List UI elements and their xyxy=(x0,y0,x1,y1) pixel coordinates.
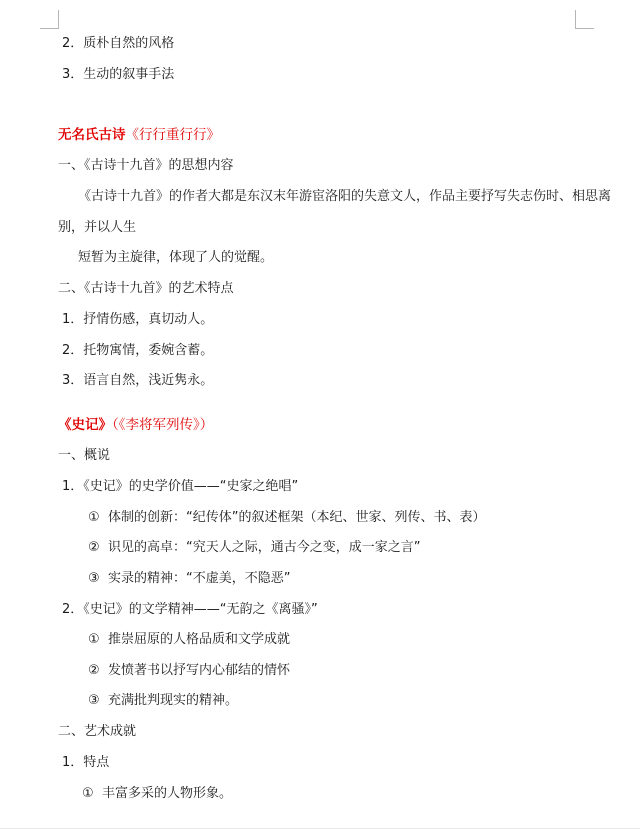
heading-title: 无名氏古诗 xyxy=(58,127,126,143)
sub-list-item xyxy=(88,571,290,587)
paragraph-line: 短暂为主旋律，体现了人的觉醒。 xyxy=(78,250,274,265)
list-item: 2．质朴自然的风格 xyxy=(62,36,175,51)
paragraph-line: 《古诗十九首》的作者大都是东汉末年游宦洛阳的失意文人，作品主要抒写失志伤时、相思离 xyxy=(78,189,612,204)
sub-list-item xyxy=(88,540,420,556)
section-heading xyxy=(58,127,220,143)
list-item: 3．语言自然，浅近隽永。 xyxy=(62,373,214,388)
sub-list-item xyxy=(88,632,290,648)
circled-number: ③ xyxy=(88,571,100,586)
list-item: 1．抒情伤感，真切动人。 xyxy=(62,312,214,327)
paragraph-line: 别，并以人生 xyxy=(58,220,137,235)
circled-number: ① xyxy=(88,632,100,647)
page-corner-mark-left xyxy=(40,10,59,29)
subsection-title: 一、《古诗十九首》的思想内容 xyxy=(58,158,234,173)
page-corner-mark-right xyxy=(575,10,594,29)
circled-number: ③ xyxy=(88,693,100,708)
list-item: 1．特点 xyxy=(62,755,110,770)
circled-number: ① xyxy=(88,510,100,525)
sub-list-text: 充满批判现实的精神。 xyxy=(108,693,239,708)
subsection-title: 二、艺术成就 xyxy=(58,724,137,739)
heading-subtitle: （《李将军列传》） xyxy=(112,417,214,433)
sub-list-text: 丰富多采的人物形象。 xyxy=(102,786,233,801)
sub-list-item xyxy=(88,510,485,526)
sub-list-text: 实录的精神：“不虚美，不隐恶” xyxy=(108,571,291,586)
list-item: 2．托物寓情，委婉含蓄。 xyxy=(62,343,214,358)
sub-list-text: 推崇屈原的人格品质和文学成就 xyxy=(108,632,291,647)
circled-number: ① xyxy=(82,786,94,801)
circled-number: ② xyxy=(88,663,100,678)
list-item: 2．《史记》的文学精神——“无韵之《离骚》” xyxy=(62,602,318,617)
subsection-title: 一、概说 xyxy=(58,448,111,463)
sub-list-item xyxy=(88,693,238,709)
heading-title: 《史记》 xyxy=(58,417,112,433)
heading-subtitle: 《行行重行行》 xyxy=(125,127,220,143)
sub-list-item xyxy=(88,663,290,679)
sub-list-text: 发愤著书以抒写内心郁结的情怀 xyxy=(108,663,291,678)
circled-number: ② xyxy=(88,540,100,555)
sub-list-text: 识见的高卓：“究天人之际，通古今之变，成一家之言” xyxy=(108,540,421,555)
section-heading xyxy=(58,417,213,433)
subsection-title: 二、《古诗十九首》的艺术特点 xyxy=(58,281,234,296)
list-item: 1．《史记》的史学价值——“史家之绝唱” xyxy=(62,479,299,494)
sub-list-item xyxy=(82,786,232,802)
sub-list-text: 体制的创新：“纪传体”的叙述框架（本纪、世家、列传、书、表） xyxy=(108,510,486,525)
list-item: 3．生动的叙事手法 xyxy=(62,67,175,82)
page-bottom-edge xyxy=(0,828,640,829)
